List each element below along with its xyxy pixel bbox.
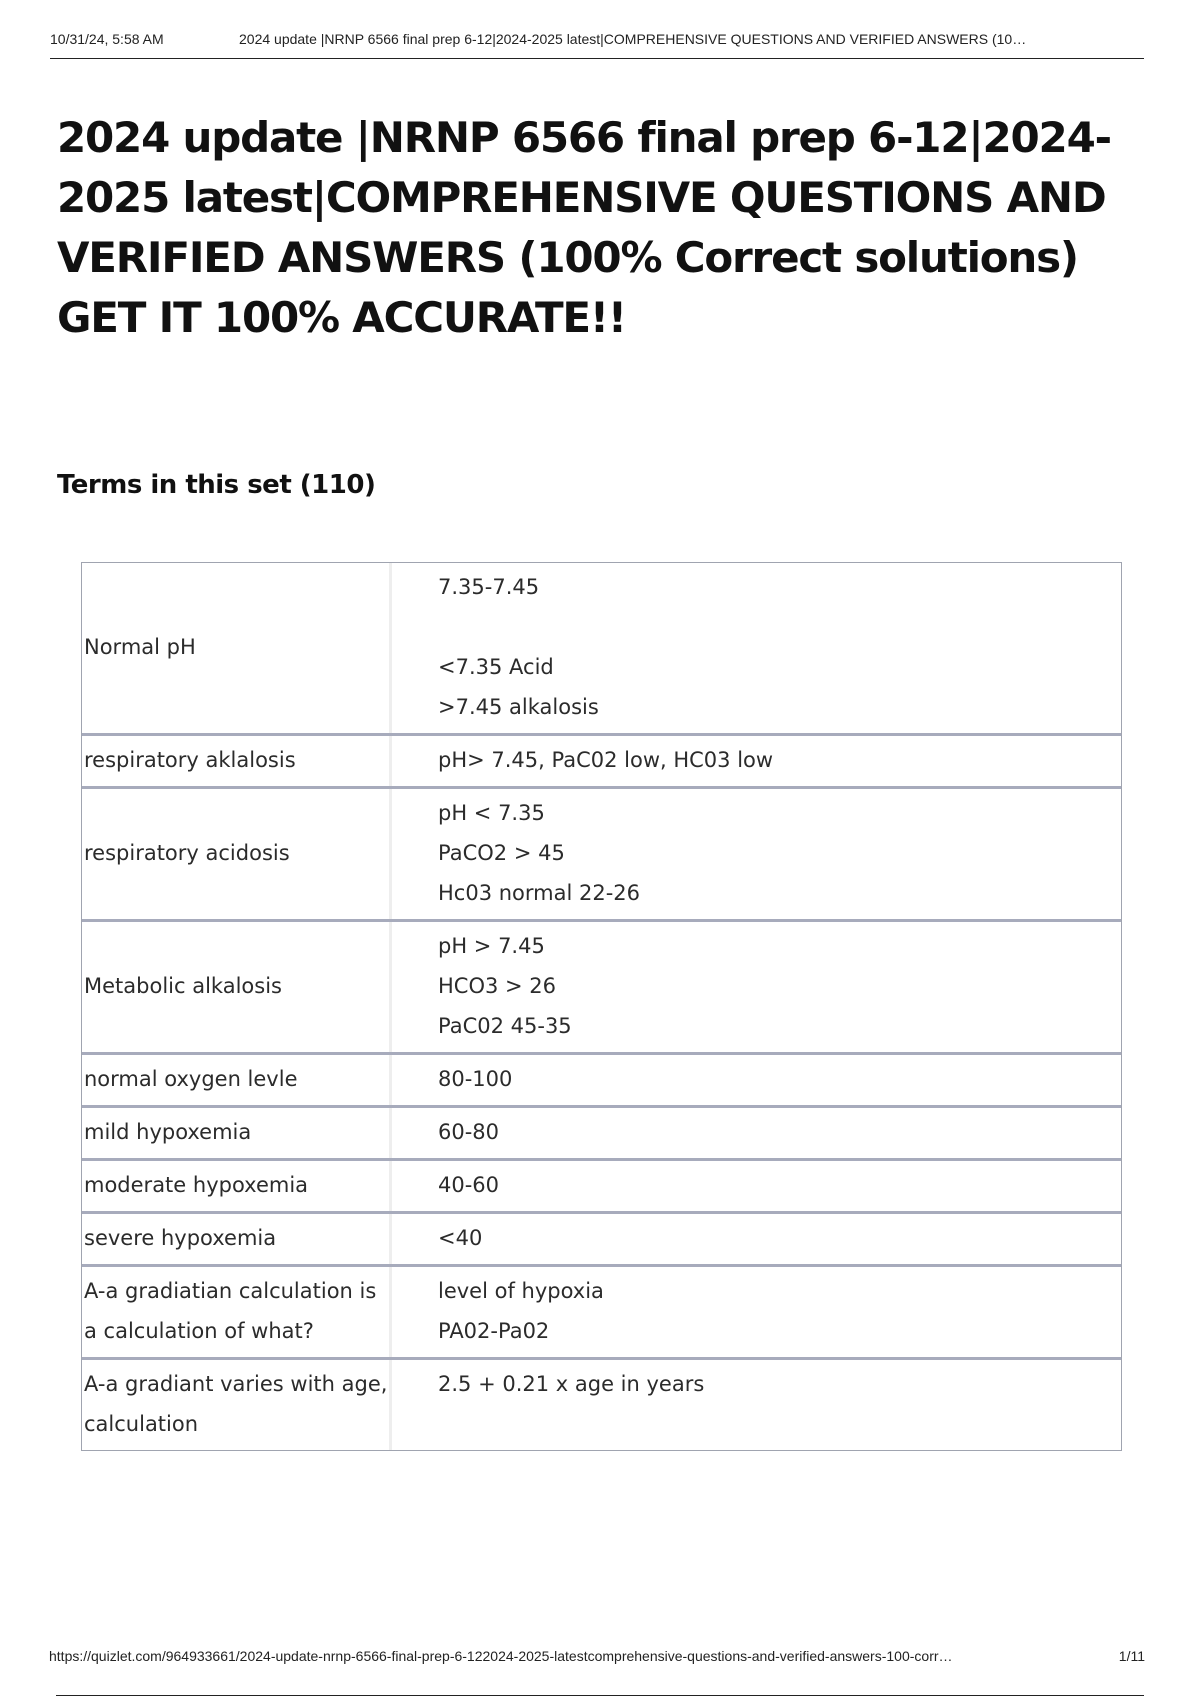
definition-line: pH> 7.45, PaC02 low, HC03 low [438, 748, 774, 772]
term-text: severe hypoxemia [84, 1226, 277, 1250]
definition-line: 60-80 [438, 1120, 500, 1144]
term-cell [82, 789, 392, 919]
definition-cell [392, 563, 1121, 733]
term-text: normal oxygen levle [84, 1067, 298, 1091]
term-cell [82, 1055, 392, 1105]
print-doc-title: 2024 update |NRNP 6566 final prep 6-12|2024-2025 latest|COMPREHENSIVE QUESTIONS AND VERIFIED ANSWERS (10… [239, 31, 1027, 47]
definition-line: 40-60 [438, 1173, 500, 1197]
definition-cell [392, 789, 1121, 919]
definition-line: 7.35-7.45 [438, 575, 540, 599]
term-text: A-a gradiatian calculation is a calculation of what? [84, 1279, 377, 1343]
page-number: 1/11 [1118, 1648, 1145, 1664]
term-cell [82, 922, 392, 1052]
definition-cell [392, 1214, 1121, 1264]
definition-cell [392, 922, 1121, 1052]
definition-cell [392, 1161, 1121, 1211]
term-text: mild hypoxemia [84, 1120, 252, 1144]
term-row [82, 563, 1121, 736]
definition-line: 2.5 + 0.21 x age in years [438, 1372, 705, 1396]
term-text: moderate hypoxemia [84, 1173, 309, 1197]
definition-line: HCO3 > 26 [438, 974, 557, 998]
page-title: 2024 update |NRNP 6566 final prep 6-12|2024-2025 latest|COMPREHENSIVE QUESTIONS AND VERIFIED ANSWERS (100% Correct solutions) GET IT 100% ACCURATE!! [57, 113, 1111, 342]
term-cell [82, 1360, 392, 1450]
definition-cell [392, 1360, 1121, 1450]
definition-line: pH > 7.45 [438, 934, 545, 958]
term-row [82, 1267, 1121, 1360]
term-row [82, 789, 1121, 922]
term-cell [82, 1108, 392, 1158]
term-row [82, 1108, 1121, 1161]
term-row [82, 1360, 1121, 1450]
term-cell [82, 1267, 392, 1357]
definition-line: <40 [438, 1226, 483, 1250]
definition-line: 80-100 [438, 1067, 513, 1091]
term-text: Metabolic alkalosis [84, 974, 282, 998]
term-text: respiratory aklalosis [84, 748, 296, 772]
term-row [82, 736, 1121, 789]
definition-blank-line [438, 607, 1121, 647]
print-date: 10/31/24, 5:58 AM [50, 31, 164, 47]
term-cell [82, 1161, 392, 1211]
term-row [82, 1161, 1121, 1214]
term-cell [82, 563, 392, 733]
terms-heading: Terms in this set (110) [57, 470, 376, 500]
definition-cell [392, 736, 1121, 786]
footer-rule [56, 1695, 1144, 1696]
definition-cell [392, 1108, 1121, 1158]
term-text: A-a gradiant varies with age, calculation [84, 1372, 388, 1436]
definition-line: pH < 7.35 [438, 801, 545, 825]
term-text: Normal pH [84, 635, 196, 659]
definition-line: >7.45 alkalosis [438, 695, 599, 719]
definition-line: <7.35 Acid [438, 655, 554, 679]
definition-cell [392, 1055, 1121, 1105]
term-row [82, 922, 1121, 1055]
page-url: https://quizlet.com/964933661/2024-update-nrnp-6566-final-prep-6-122024-2025-latestcomprehensive-questions-and-verified-answers-100-corr… [49, 1648, 953, 1664]
terms-table [81, 562, 1122, 1451]
definition-line: Hc03 normal 22-26 [438, 881, 641, 905]
definition-line: PaC02 45-35 [438, 1014, 572, 1038]
term-text: respiratory acidosis [84, 841, 290, 865]
definition-line: PA02-Pa02 [438, 1319, 550, 1343]
term-cell [82, 1214, 392, 1264]
term-row [82, 1214, 1121, 1267]
definition-cell [392, 1267, 1121, 1357]
definition-line: PaCO2 > 45 [438, 841, 565, 865]
definition-line: level of hypoxia [438, 1279, 604, 1303]
term-row [82, 1055, 1121, 1108]
term-cell [82, 736, 392, 786]
print-header [50, 28, 1144, 59]
